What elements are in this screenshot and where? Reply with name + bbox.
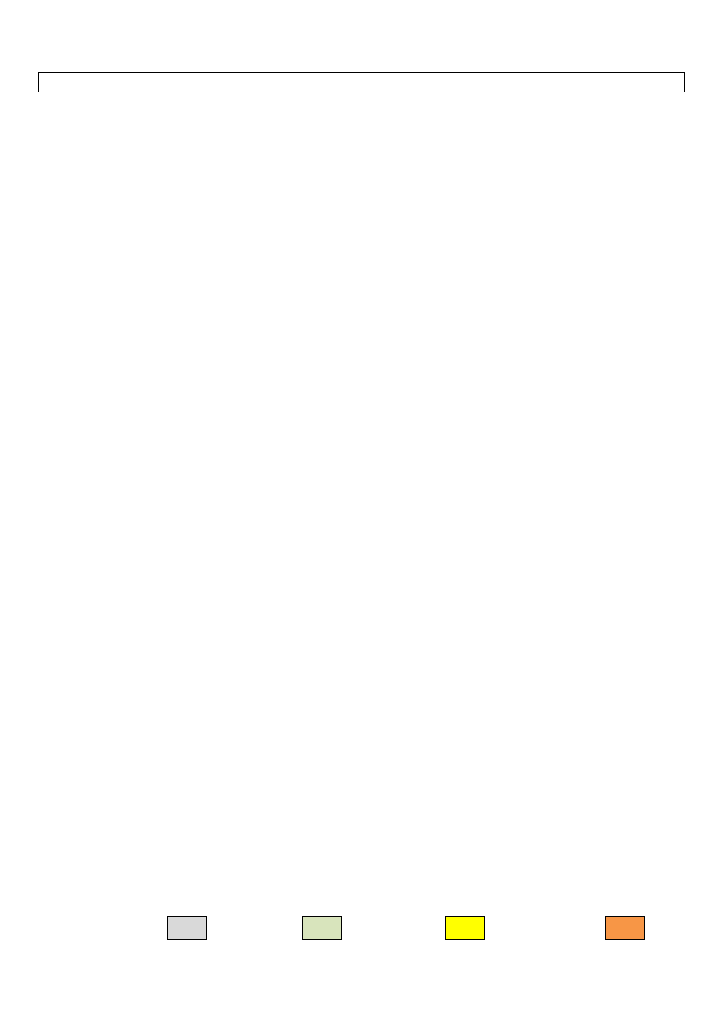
calendar: [38, 72, 685, 106]
legend-swatch-z: [302, 916, 342, 940]
legend-swatch-l: [605, 916, 645, 940]
legend-swatch-k: [167, 916, 207, 940]
page-title: [38, 72, 685, 92]
legend-swatch-sz: [445, 916, 485, 940]
